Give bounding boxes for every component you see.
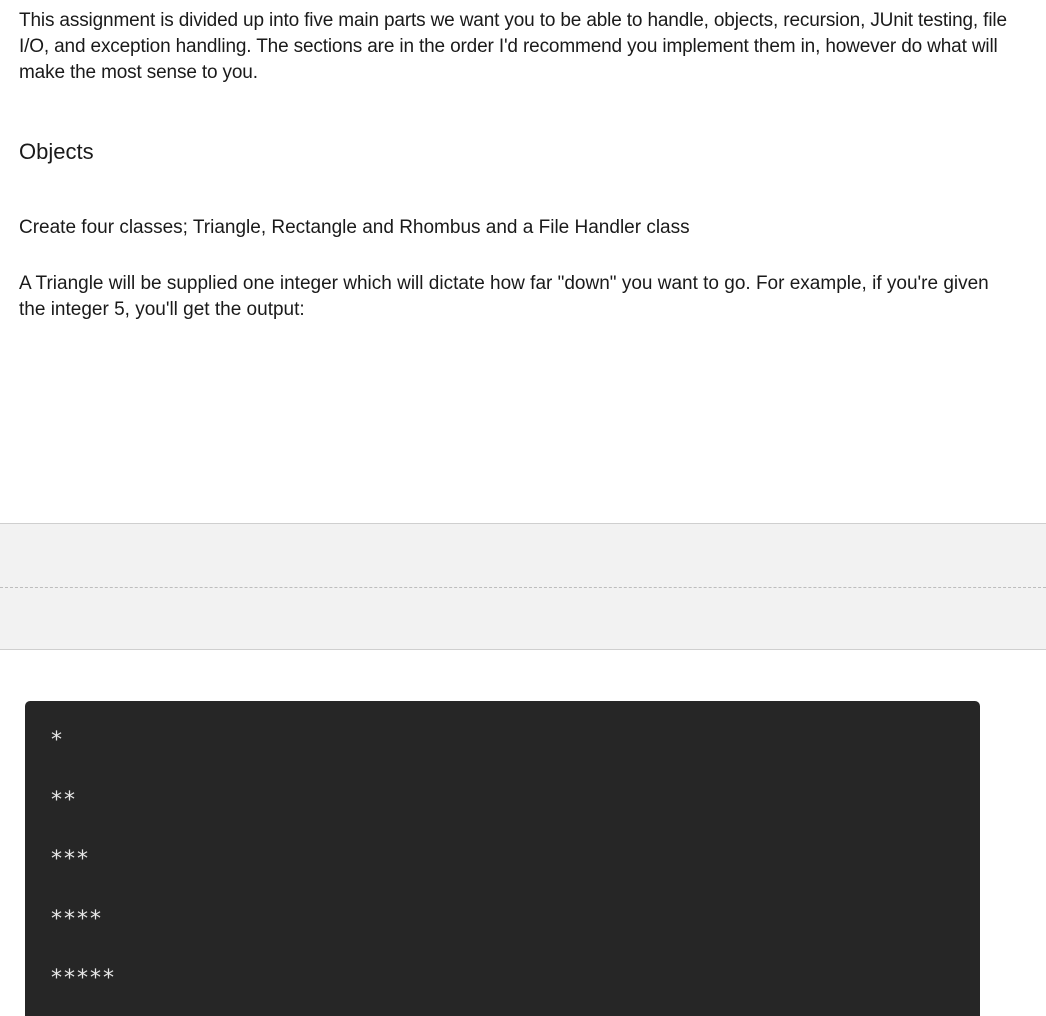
code-line-2: ** — [51, 787, 77, 813]
classes-paragraph: Create four classes; Triangle, Rectangle and Rhombus and a File Handler class — [19, 217, 690, 238]
empty-editor-band — [0, 523, 1046, 650]
code-output-block — [25, 701, 980, 1016]
intro-paragraph: This assignment is divided up into five main parts we want you to be able to handle, objects, recursion, JUnit testing, file I/O, and exception handling. The sections are in the order I'd recommend you implement them in, however do what will make the most sense to you. — [19, 10, 1007, 83]
code-line-4: **** — [51, 906, 103, 932]
code-line-1: * — [51, 728, 64, 753]
section-heading-objects: Objects — [19, 139, 94, 164]
code-line-5: ***** — [51, 966, 116, 991]
triangle-paragraph: A Triangle will be supplied one integer which will dictate how far "down" you want to go. For example, if you're given the integer 5, you'll get the output: — [19, 273, 989, 320]
code-line-3: *** — [51, 847, 90, 872]
dashed-divider — [0, 587, 1046, 588]
